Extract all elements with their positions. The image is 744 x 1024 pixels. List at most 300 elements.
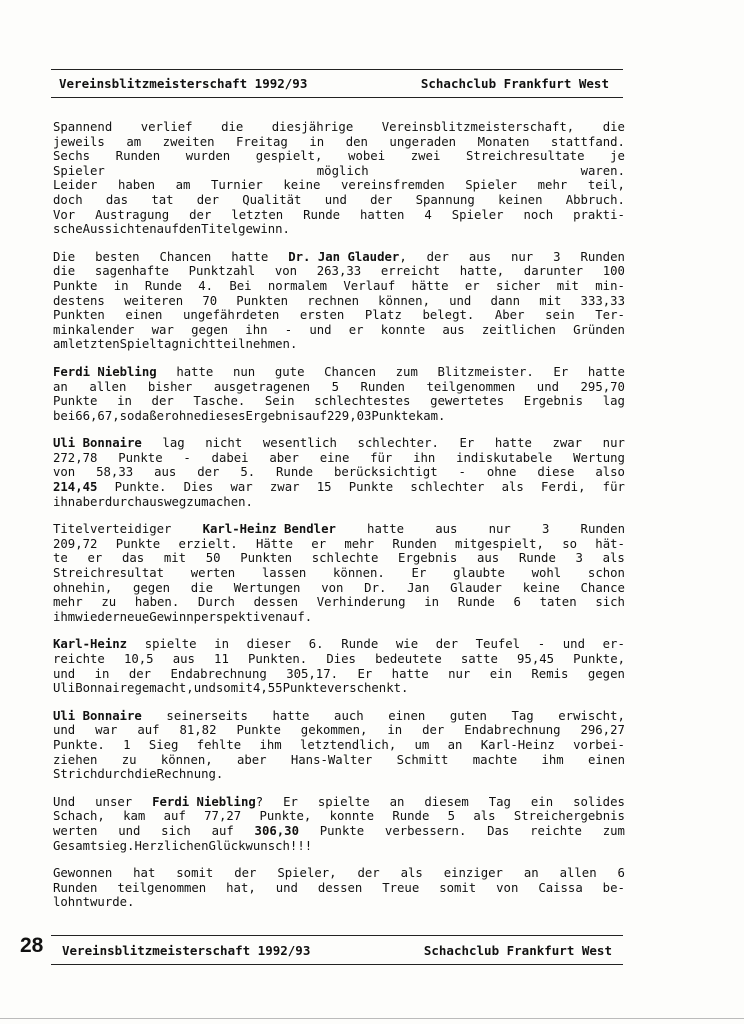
word: zeitlichen <box>481 322 556 337</box>
word: Ter- <box>595 308 625 323</box>
word: wieder <box>75 609 120 624</box>
word: wegzumachen. <box>164 494 253 509</box>
word: gemacht, <box>134 681 194 696</box>
word: Freitag <box>236 134 288 149</box>
word: einen <box>388 708 426 723</box>
text-line <box>53 709 625 724</box>
word: in <box>117 394 132 409</box>
word: Hans-Walter <box>290 752 373 767</box>
word: dieses <box>201 408 246 423</box>
word: in <box>94 666 110 681</box>
word: 10,5 <box>123 652 154 666</box>
word: spielte <box>317 794 370 809</box>
word: Ergebnis <box>245 408 305 423</box>
word: den <box>345 134 368 149</box>
text-line <box>53 193 625 208</box>
word: Austragung <box>95 207 170 222</box>
word: Aussichten <box>82 222 157 237</box>
word: als <box>473 809 496 824</box>
word: sche <box>53 222 83 237</box>
word: Runden <box>360 379 405 394</box>
word: 295,70 <box>580 379 625 394</box>
word: Endabrechnung <box>464 723 561 738</box>
word: schlechte <box>311 551 379 566</box>
word: der <box>234 866 257 881</box>
word: aus <box>154 465 177 480</box>
word: werten <box>53 823 98 838</box>
word: 229,03 <box>326 408 372 423</box>
word: zwar <box>552 436 583 451</box>
word: diese <box>537 465 575 480</box>
word: schlechtestes <box>314 394 411 409</box>
word: und <box>309 322 332 337</box>
word: Bei <box>229 278 252 293</box>
word: stattfand. <box>550 134 625 149</box>
word: ohne <box>486 465 517 480</box>
word: - <box>458 465 466 480</box>
word: Spieler <box>465 178 518 193</box>
paragraph <box>53 365 625 423</box>
word: Punkte <box>319 823 365 838</box>
word: und <box>536 379 560 394</box>
word: normalem <box>267 278 328 293</box>
word: das <box>105 192 129 207</box>
word: Glückwunsch!!! <box>208 838 313 853</box>
word: wie <box>395 637 419 652</box>
word: hatte <box>367 522 405 537</box>
word: mit <box>556 278 579 293</box>
word: mehr <box>53 595 83 610</box>
word: in <box>424 595 440 610</box>
word: Tag <box>511 708 534 723</box>
word: Titelverteidiger <box>53 522 172 537</box>
word: als <box>501 480 524 495</box>
word: Turnier <box>211 178 263 193</box>
word: Runden <box>115 149 161 164</box>
word: rechnen <box>307 293 360 308</box>
word: reichte <box>53 652 105 666</box>
word: somit <box>439 880 477 895</box>
word: solides <box>573 794 625 809</box>
word: Gewinnperspektiven <box>149 609 283 624</box>
text-line <box>53 566 625 581</box>
paragraph <box>53 866 625 910</box>
word: ziehen <box>53 752 98 767</box>
word: 50 <box>205 551 221 566</box>
text-line <box>53 365 625 380</box>
word: ersten <box>299 308 345 323</box>
word: Bonnaire <box>75 681 135 696</box>
word: 77,27 <box>204 809 242 824</box>
text-line <box>53 222 625 237</box>
word: Sechs <box>53 149 91 164</box>
word: ohnehin, <box>53 580 113 595</box>
word: Ergebnis <box>398 551 458 566</box>
word: Spieler <box>53 163 105 178</box>
word: kam. <box>415 408 446 423</box>
word: te <box>53 551 68 566</box>
word: die <box>602 120 625 134</box>
text-line <box>53 738 625 753</box>
word: minkalender <box>53 322 135 337</box>
word: als <box>400 866 423 881</box>
word: Gründen <box>573 322 625 337</box>
word: zwar <box>269 480 300 495</box>
word: auf <box>137 723 160 738</box>
word: kam <box>123 809 146 824</box>
word: Runde <box>303 207 341 222</box>
word: 6 <box>617 866 625 881</box>
word: waren. <box>580 163 625 178</box>
word: Runde <box>518 551 556 566</box>
word: den <box>178 222 202 237</box>
word: allen <box>559 866 597 881</box>
word: somit <box>176 866 214 881</box>
word: so <box>562 536 577 551</box>
word: Er <box>459 436 475 451</box>
word: auf <box>304 408 327 423</box>
word: lag <box>162 436 185 451</box>
word: wohl <box>531 566 562 581</box>
header-title: Vereinsblitzmeisterschaft 1992/93 <box>59 76 308 91</box>
word: als <box>602 551 625 566</box>
word: diesem <box>424 794 469 809</box>
word: Sieg <box>148 737 179 752</box>
word: belegt. <box>422 308 475 323</box>
word: hätte <box>411 278 449 293</box>
word: der <box>357 866 380 881</box>
word: der <box>426 249 449 264</box>
word: Karl-Heinz Bendler <box>202 522 336 537</box>
text-line <box>53 581 625 596</box>
word: weiteren <box>123 293 184 308</box>
text-line <box>53 681 625 696</box>
word: er- <box>602 637 625 652</box>
word: verbessern. <box>384 823 467 838</box>
word: seinerseits <box>166 708 248 723</box>
word: Punkten <box>236 293 289 308</box>
word: am <box>126 134 142 149</box>
word: wobei <box>348 149 386 164</box>
word: ungefährdeten <box>183 308 280 323</box>
word: nur <box>602 436 625 451</box>
word: durchaus <box>104 494 165 509</box>
word: und <box>562 637 585 652</box>
word: min- <box>595 278 625 293</box>
word: Streichresultat <box>53 566 165 581</box>
word: Runden <box>53 880 98 895</box>
header-rule-top <box>51 69 623 70</box>
word: 272,78 <box>53 450 98 465</box>
word: bisher <box>147 379 193 394</box>
text-line <box>53 409 625 424</box>
word: 70 <box>202 293 218 308</box>
word: 95,45 <box>517 652 555 666</box>
word: 5 <box>447 809 456 824</box>
word: letzten <box>231 207 284 222</box>
word: können, <box>160 752 213 767</box>
text-line <box>53 436 625 451</box>
word: und <box>275 880 298 895</box>
word: Uli Bonnaire <box>53 436 142 451</box>
word: gegen <box>191 322 229 337</box>
word: der <box>151 394 174 409</box>
word: 4 <box>424 207 432 222</box>
word: nur <box>448 666 471 681</box>
word: durch <box>97 767 135 782</box>
word: Chance <box>580 580 625 595</box>
word: haben. <box>134 595 180 610</box>
paragraph <box>53 709 625 782</box>
word: allen <box>89 379 127 394</box>
word: teilgenommen <box>117 880 207 895</box>
word: dann <box>490 293 521 308</box>
word: 58,33 <box>96 465 134 480</box>
word: Sein <box>264 394 295 409</box>
text-line <box>53 294 625 309</box>
word: Runden <box>580 249 625 264</box>
word: - <box>183 450 191 465</box>
word: der <box>435 637 458 652</box>
word: auf <box>156 222 179 237</box>
word: dessen <box>317 880 363 895</box>
word: zu <box>121 752 137 767</box>
word: hatte <box>272 708 310 723</box>
word: dabei <box>211 450 249 465</box>
word: gegen <box>587 666 625 681</box>
word: haben <box>118 178 156 193</box>
word: die <box>134 767 157 782</box>
text-line <box>53 380 625 395</box>
paragraph <box>53 436 625 509</box>
word: mehr <box>344 536 375 551</box>
word: 4. <box>198 278 214 293</box>
word: wurde. <box>90 895 135 910</box>
word: Uli <box>53 681 76 696</box>
word: Karl-Heinz <box>53 637 128 652</box>
word: mitgespielt, <box>455 536 544 551</box>
word: gewertetes <box>430 394 505 409</box>
word: sich <box>595 595 625 610</box>
word: und <box>53 666 76 681</box>
word: wesentlich <box>262 436 337 451</box>
word: Er <box>283 794 298 809</box>
word: mehr <box>537 178 568 193</box>
word: 263,33 <box>316 264 362 279</box>
text-line <box>53 753 625 768</box>
word: die <box>221 120 244 134</box>
word: Dr. Jan Glauder, <box>288 249 407 264</box>
word: hatte <box>391 666 429 681</box>
word: nicht <box>178 337 216 352</box>
word: nun <box>233 364 256 379</box>
word: Streichresultate <box>466 149 585 164</box>
word: teilnehmen. <box>215 337 298 352</box>
word: Runde <box>144 278 182 293</box>
word: indiskutabele <box>456 450 553 465</box>
word: teil, <box>587 178 625 193</box>
text-line <box>53 208 625 223</box>
word: diesjährige <box>271 120 354 134</box>
word: an <box>447 737 463 752</box>
word: 4,55 <box>252 681 283 696</box>
word: ihn <box>53 494 76 509</box>
scan-edge-line <box>0 1018 744 1019</box>
word: Dies <box>326 652 356 666</box>
word: ein <box>489 666 512 681</box>
text-line <box>53 895 625 910</box>
word: Vereinsblitzmeisterschaft, <box>381 120 575 134</box>
word: also <box>595 465 625 480</box>
word: und <box>193 681 216 696</box>
word: nicht <box>205 436 243 451</box>
text-line <box>53 595 625 610</box>
word: Punkten. <box>247 652 308 666</box>
word: daß <box>134 408 157 423</box>
footer-rule-bottom <box>51 964 623 965</box>
word: erzielt. <box>178 536 238 551</box>
word: um <box>414 737 430 752</box>
word: Rechnung. <box>156 767 224 782</box>
word: hatte <box>494 436 532 451</box>
word: hat, <box>226 880 256 895</box>
word: Punkte <box>282 681 327 696</box>
word: in <box>214 637 229 652</box>
word: Treue <box>382 880 420 895</box>
word: Punkte <box>118 450 163 465</box>
word: ungeraden <box>389 134 457 149</box>
word: verschenkt. <box>326 681 409 696</box>
word: Qualität <box>242 192 302 207</box>
word: bei <box>53 408 76 423</box>
word: hatte <box>587 364 625 379</box>
word: der <box>189 207 212 222</box>
word: aus <box>442 322 465 337</box>
word: zum <box>602 823 625 838</box>
word: aus <box>476 551 500 566</box>
word: Strich <box>53 767 98 782</box>
text-line <box>53 337 625 352</box>
word: der <box>197 465 220 480</box>
text-line <box>53 723 625 738</box>
word: Wertung <box>573 450 625 465</box>
word: keinen <box>498 192 543 207</box>
word: glaubte <box>453 566 505 581</box>
word: Aber <box>494 308 525 323</box>
running-footer <box>62 943 612 958</box>
word: 1 <box>123 737 131 752</box>
word: er <box>87 551 103 566</box>
word: 100 <box>602 264 625 279</box>
word: einen <box>125 308 163 323</box>
word: 5 <box>331 379 339 394</box>
text-line <box>53 537 625 552</box>
word: von <box>496 880 519 895</box>
text-line <box>53 839 625 854</box>
word: Wertungen <box>233 580 301 595</box>
word: Runden <box>392 536 437 551</box>
word: Karl-Heinz <box>480 737 555 752</box>
word: letzten <box>67 337 120 352</box>
word: ohne <box>171 408 202 423</box>
word: Caissa <box>538 880 583 895</box>
word: zweiten <box>162 134 215 149</box>
running-header <box>59 76 609 91</box>
paragraph <box>53 250 625 352</box>
word: können, <box>378 293 430 308</box>
text-line <box>53 250 625 265</box>
word: gute <box>274 364 305 379</box>
word: zum <box>395 364 418 379</box>
word: ihm <box>541 752 564 767</box>
word: Punkten <box>53 308 105 323</box>
word: destens <box>53 293 105 308</box>
word: besten <box>95 249 140 264</box>
word: Herzlichen <box>134 838 209 853</box>
word: 305,17. <box>286 666 339 681</box>
word: Punkte <box>348 480 394 495</box>
word: Titelgewinn. <box>201 222 290 237</box>
word: der <box>196 192 219 207</box>
word: war <box>95 723 118 738</box>
word: Gesamtsieg. <box>53 838 135 853</box>
word: berücksichtigt <box>333 465 438 480</box>
word: 214,45 <box>53 480 98 495</box>
word: ihm <box>53 609 76 624</box>
text-line <box>53 135 625 150</box>
text-line <box>53 522 625 537</box>
word: sagenhafte <box>94 264 169 279</box>
header-club: Schachclub Frankfurt West <box>420 76 609 91</box>
word: Abbruch. <box>565 192 625 207</box>
word: an <box>53 379 68 394</box>
word: Tag <box>488 794 511 809</box>
word: Streichergebnis <box>513 809 625 824</box>
text-line <box>53 120 625 135</box>
word: 3 <box>541 522 550 537</box>
word: und <box>53 723 76 738</box>
text-line <box>53 323 625 338</box>
word: von <box>274 264 298 279</box>
text-line <box>53 866 625 881</box>
article-body <box>53 120 625 923</box>
word: am <box>53 337 68 352</box>
word: Schmitt <box>396 752 449 767</box>
word: gegen <box>133 580 171 595</box>
word: werten <box>190 566 236 581</box>
word: der <box>370 192 393 207</box>
word: Hätte <box>255 536 293 551</box>
paragraph <box>53 637 625 695</box>
word: so <box>119 408 135 423</box>
text-line <box>53 610 625 625</box>
word: wurden <box>185 149 231 164</box>
word: Punkte, <box>259 809 312 824</box>
paragraph <box>53 795 625 853</box>
text-line <box>53 652 625 667</box>
word: Und <box>53 794 76 809</box>
word: bedeutete <box>375 652 442 666</box>
word: Spieler <box>451 207 504 222</box>
word: einziger <box>443 866 503 881</box>
word: je <box>610 149 625 164</box>
footer-rule-top <box>51 935 623 936</box>
text-line <box>53 824 625 839</box>
word: Er <box>411 566 427 581</box>
word: hatte <box>176 364 214 379</box>
text-line <box>53 637 625 652</box>
text-line <box>53 667 625 682</box>
